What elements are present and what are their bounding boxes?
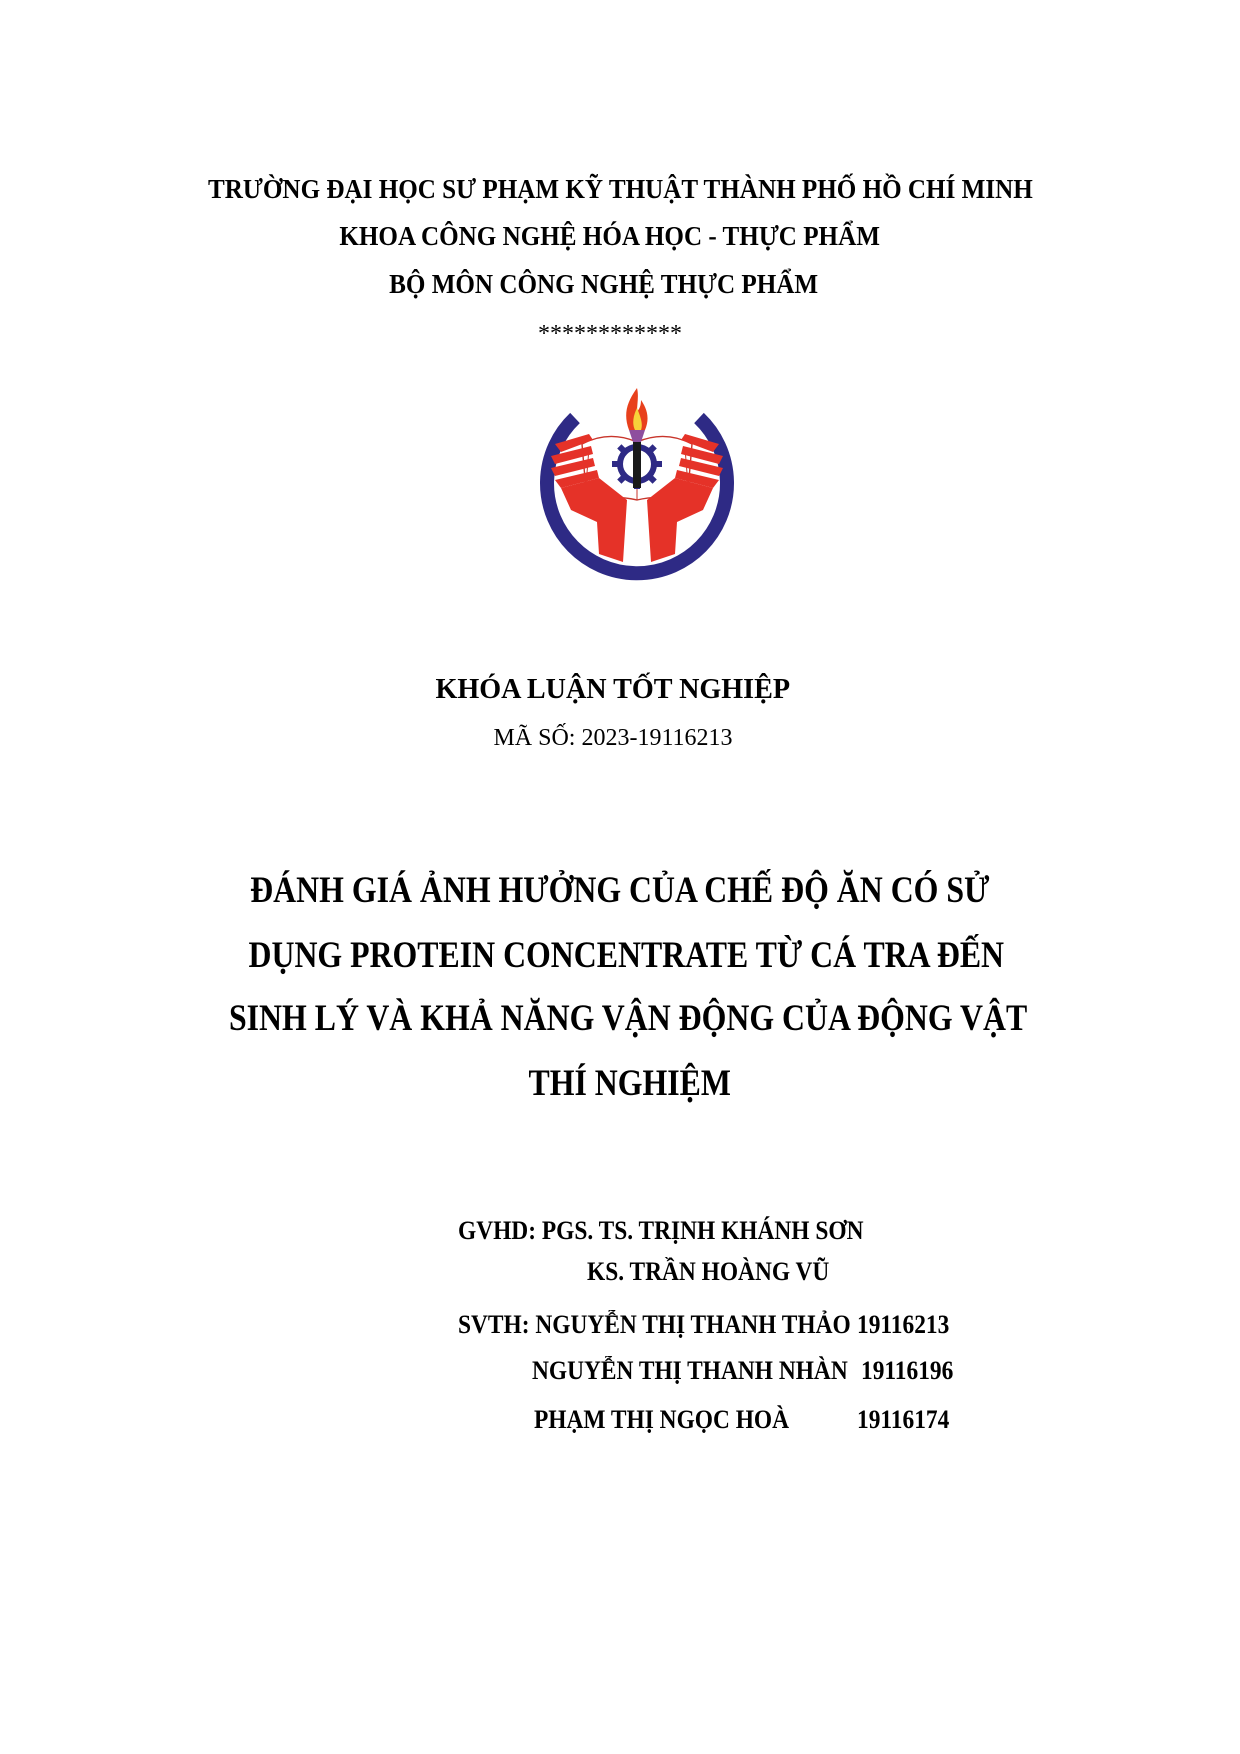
student-row-1 <box>458 1312 894 1338</box>
separator-stars: ************ <box>538 321 682 347</box>
department-name: BỘ MÔN CÔNG NGHỆ THỰC PHẨM <box>389 269 819 299</box>
supervisor-name-2: KS. TRẦN HOÀNG VŨ <box>587 1257 830 1286</box>
student-row-3 <box>534 1407 817 1433</box>
supervisor-name-1: PGS. TS. TRỊNH KHÁNH SƠN <box>541 1216 864 1245</box>
supervisor-row-2 <box>587 1259 856 1285</box>
student-name: PHẠM THỊ NGỌC HOÀ <box>534 1405 790 1434</box>
university-name: TRƯỜNG ĐẠI HỌC SƯ PHẠM KỸ THUẬT THÀNH PHỐ HỒ CHÍ MINH <box>207 174 1033 204</box>
student-id: 19116174 <box>857 1405 950 1434</box>
thesis-title-line-1: ĐÁNH GIÁ ẢNH HƯỞNG CỦA CHẾ ĐỘ ĂN CÓ SỬ <box>250 870 990 911</box>
supervisor-label: GVHD: <box>458 1216 537 1245</box>
student-label: SVTH: <box>458 1310 530 1339</box>
thesis-type: KHÓA LUẬN TỐT NGHIỆP <box>435 673 791 705</box>
faculty-name: KHOA CÔNG NGHỆ HÓA HỌC - THỰC PHẨM <box>339 221 881 251</box>
student-row-2 <box>532 1358 883 1384</box>
student-id: 19116213 <box>857 1310 950 1339</box>
student-name: NGUYỄN THỊ THANH THẢO <box>535 1310 851 1339</box>
thesis-title-line-3: SINH LÝ VÀ KHẢ NĂNG VẬN ĐỘNG CỦA ĐỘNG VẬT <box>228 998 1028 1039</box>
student-name: NGUYỄN THỊ THANH NHÀN <box>532 1356 848 1385</box>
university-logo-icon <box>537 382 737 582</box>
student-id: 19116196 <box>861 1356 954 1385</box>
thesis-title-line-2: DỤNG PROTEIN CONCENTRATE TỪ CÁ TRA ĐẾN <box>248 935 1004 976</box>
thesis-code: MÃ SỐ: 2023-19116213 <box>493 725 733 751</box>
supervisor-label-row <box>458 1218 909 1244</box>
thesis-title-line-4: THÍ NGHIỆM <box>528 1063 732 1104</box>
